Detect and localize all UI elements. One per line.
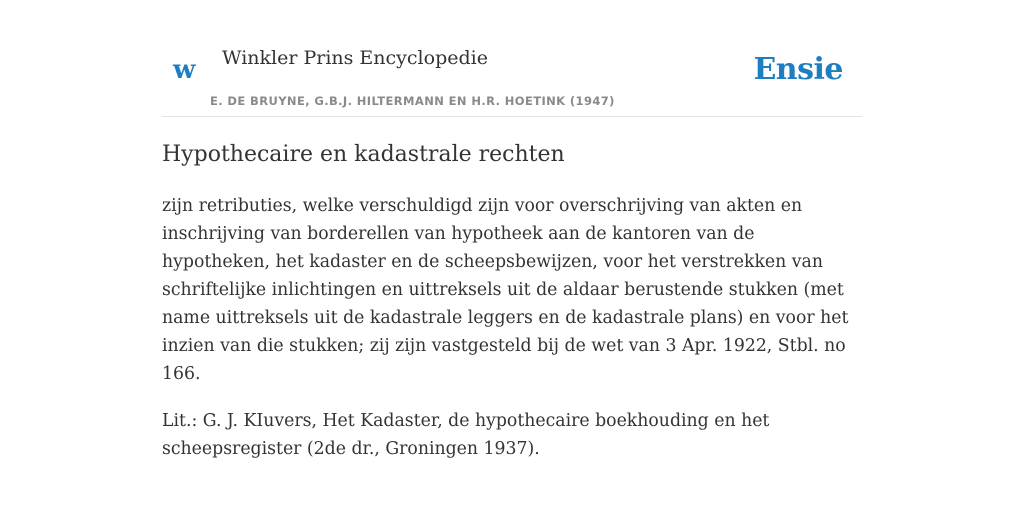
source-authors: E. DE BRUYNE, G.B.J. HILTERMANN EN H.R. HOETINK (1947) (210, 94, 615, 108)
source-logo-w[interactable]: w (173, 55, 196, 85)
article-content (162, 136, 862, 463)
article-paragraph-definition: zijn retributies, welke verschuldigd zijn voor overschrijving van akten en inschrijving van borderellen van hypotheek aan de kantoren van de hypotheken, het kadaster en de scheepsbewijzen, voor het verstrekken van schriftelijke inlichtingen en uittreksels uit de aldaar berustende stukken (met name uittreksels uit de kadastrale leggers en de kadastrale plans) en voor het inzien van die stukken; zij zijn vastgesteld bij de wet van 3 Apr. 1922, Stbl. no 166. (162, 196, 849, 384)
ensie-logo[interactable]: Ensie (753, 52, 843, 87)
page-header (162, 0, 862, 117)
article-title: Hypothecaire en kadastrale rechten (162, 142, 565, 167)
source-title[interactable]: Winkler Prins Encyclopedie (222, 47, 488, 69)
article-paragraph-literature: Lit.: G. J. KIuvers, Het Kadaster, de hypothecaire boekhouding en het scheepsregister (2de dr., Groningen 1937). (162, 411, 770, 459)
